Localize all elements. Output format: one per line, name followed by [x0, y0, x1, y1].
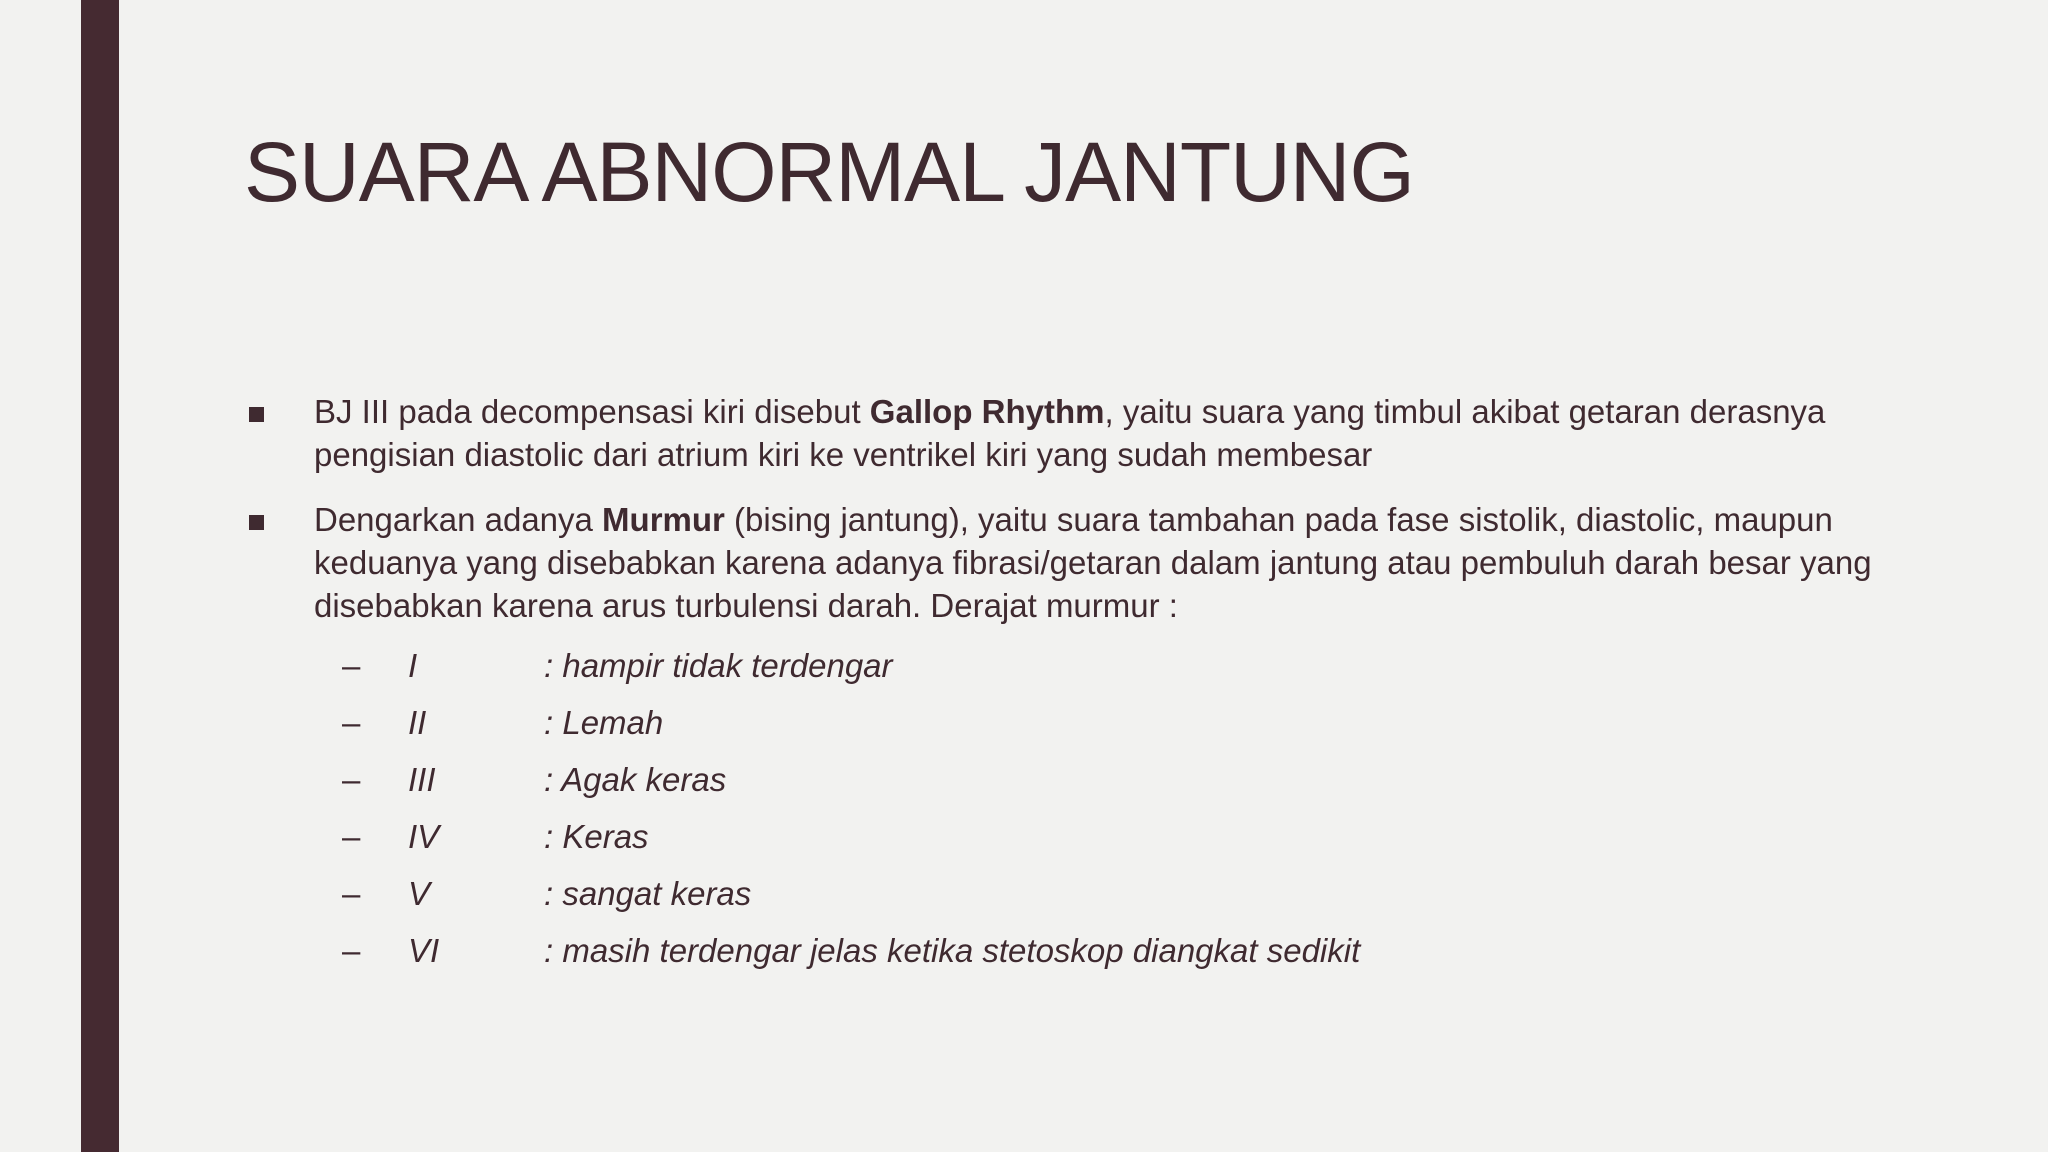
- bullet-text-after: , yaitu suara yang timbul akibat getaran derasnya pengisian diastolic dari atrium kiri ke ventrikel kiri yang sudah membesar: [314, 393, 1826, 473]
- bullet-text-before: BJ III pada decompensasi kiri disebut: [314, 393, 870, 430]
- grade-description: : Lemah: [544, 704, 664, 741]
- grade-description: : Keras: [544, 818, 649, 855]
- grade-description: : hampir tidak terdengar: [544, 647, 893, 684]
- grade-level: V: [408, 875, 431, 912]
- murmur-grade-list: [244, 637, 1884, 979]
- dash-icon: –: [342, 647, 361, 684]
- dash-icon: –: [342, 818, 361, 855]
- slide-content: [244, 390, 1884, 979]
- grade-description: : Agak keras: [544, 761, 727, 798]
- grade-item-5: [244, 865, 1884, 922]
- grade-level: IV: [408, 818, 440, 855]
- grade-item-3: [244, 751, 1884, 808]
- dash-icon: –: [342, 704, 361, 741]
- grade-description: : masih terdengar jelas ketika stetoskop diangkat sedikit: [544, 932, 1361, 969]
- grade-item-6: [244, 922, 1884, 979]
- grade-item-4: [244, 808, 1884, 865]
- bullet-text-after: (bising jantung), yaitu suara tambahan pada fase sistolik, diastolic, maupun keduanya yang disebabkan karena adanya fibrasi/getaran dalam jantung atau pembuluh darah besar yang disebabkan karena arus turbulensi darah. Derajat murmur :: [314, 501, 1872, 624]
- slide-title: SUARA ABNORMAL JANTUNG: [244, 125, 1414, 219]
- bullet-term-gallop-rhythm: Gallop Rhythm: [869, 393, 1105, 430]
- accent-bar: [81, 0, 119, 1152]
- grade-level: III: [408, 761, 436, 798]
- grade-level: II: [408, 704, 427, 741]
- dash-icon: –: [342, 932, 361, 969]
- grade-item-2: [244, 694, 1884, 751]
- grade-description: : sangat keras: [544, 875, 752, 912]
- bullet-murmur: [244, 498, 1884, 627]
- square-bullet-icon: [249, 407, 264, 422]
- bullet-gallop-rhythm: [244, 390, 1884, 476]
- grade-level: VI: [408, 932, 440, 969]
- bullet-term-murmur: Murmur: [602, 501, 725, 538]
- grade-level: I: [408, 647, 418, 684]
- grade-item-1: [244, 637, 1884, 694]
- bullet-text-before: Dengarkan adanya: [314, 501, 603, 538]
- square-bullet-icon: [249, 515, 264, 530]
- dash-icon: –: [342, 875, 361, 912]
- dash-icon: –: [342, 761, 361, 798]
